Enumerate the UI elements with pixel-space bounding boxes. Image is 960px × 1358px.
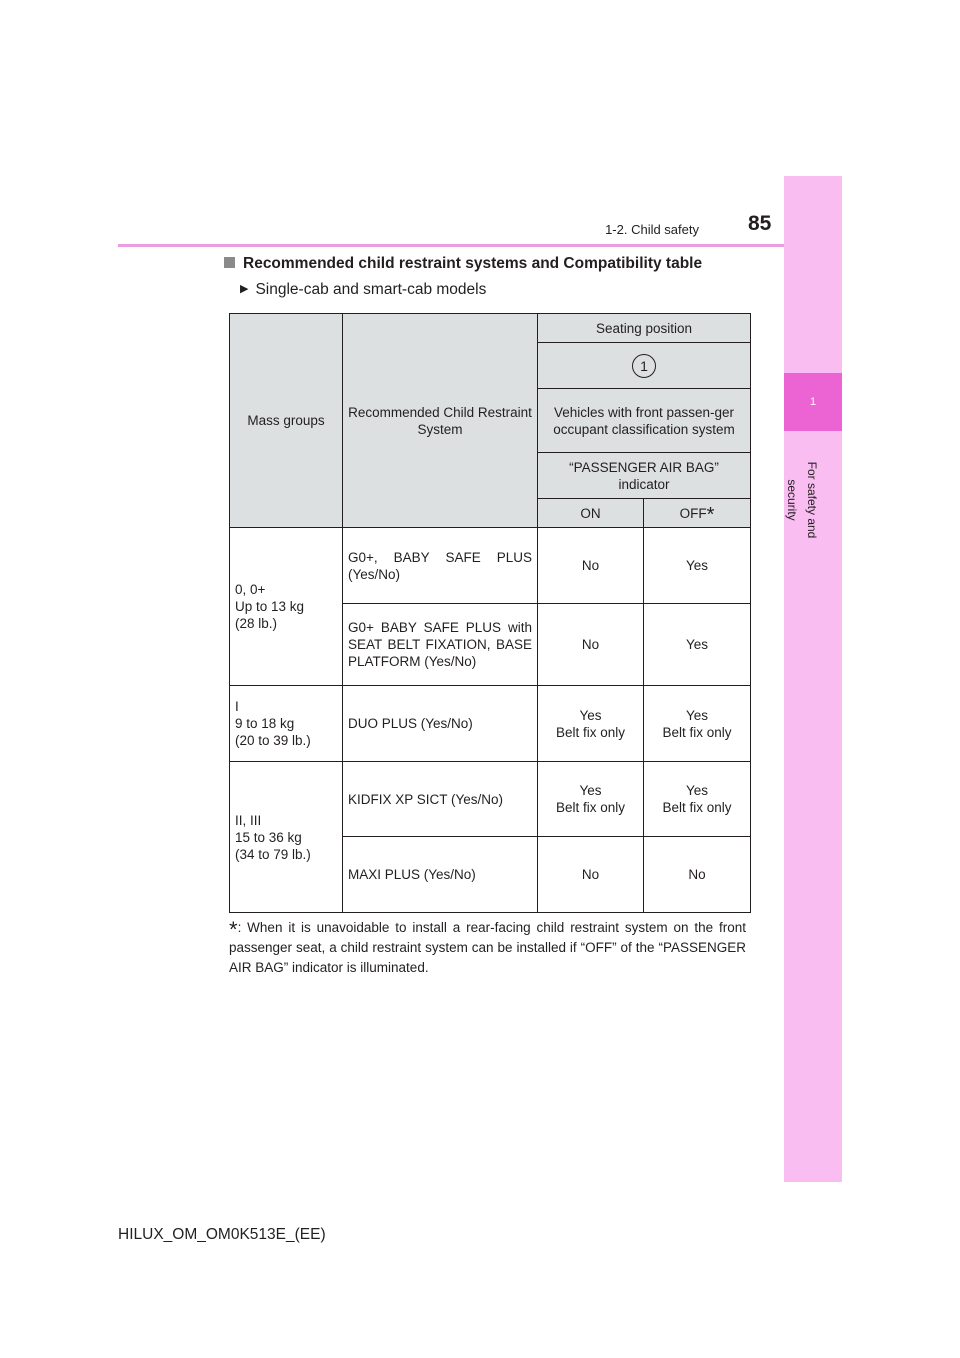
footnote-text: : When it is unavoidable to install a rear-facing child restraint system on the front passenger seat, a child restraint system can be installed if “OFF” of the “PASSENGER AIR BAG” indicator is illuminated.: [229, 920, 746, 975]
on-value: No: [538, 528, 644, 604]
system-cell: G0+ BABY SAFE PLUS with SEAT BELT FIXATION, BASE PLATFORM (Yes/No): [343, 604, 538, 686]
off-value: [644, 762, 751, 837]
group-label-line: (20 to 39 lb.): [235, 733, 311, 748]
table-row: [230, 528, 751, 604]
header-on: ON: [538, 499, 644, 528]
header-recommended-system: Recommended Child Restraint System: [343, 314, 538, 528]
system-cell: G0+, BABY SAFE PLUS (Yes/No): [343, 528, 538, 604]
group-label-line: (34 to 79 lb.): [235, 846, 311, 862]
off-value-line: Yes: [685, 707, 709, 723]
off-value-line: Belt fix only: [662, 800, 732, 815]
system-cell: DUO PLUS (Yes/No): [343, 686, 538, 762]
off-value-line: Yes: [685, 783, 709, 798]
on-value-line: Yes: [579, 707, 602, 723]
off-value: No: [644, 837, 751, 913]
on-value: No: [538, 604, 644, 686]
footnote-mark: *: [706, 503, 715, 526]
table-row: [230, 314, 751, 343]
group-label-line: I: [235, 699, 239, 714]
footnote-star: *: [229, 917, 238, 942]
off-label: OFF: [679, 505, 707, 521]
table-row: [230, 762, 751, 837]
system-cell: KIDFIX XP SICT (Yes/No): [343, 762, 538, 837]
on-value: [538, 762, 644, 837]
mass-group-cell: [230, 762, 343, 913]
heading-text: Recommended child restraint systems and Compatibility table: [243, 255, 703, 272]
group-label-line: 15 to 36 kg: [235, 829, 302, 845]
on-value-line: Yes: [579, 783, 602, 798]
table-row: [230, 686, 751, 762]
footnote: [229, 918, 746, 978]
on-value-line: Belt fix only: [555, 800, 626, 815]
group-label-line: II, III: [235, 812, 262, 828]
off-value: Yes: [644, 604, 751, 686]
group-label-line: Up to 13 kg: [235, 599, 305, 614]
page-number: 85: [748, 212, 772, 235]
header-rule: [118, 244, 784, 247]
group-label-line: (28 lb.): [235, 616, 278, 631]
on-value: [538, 686, 644, 762]
off-value-line: Belt fix only: [662, 724, 732, 740]
on-value-line: Belt fix only: [555, 724, 626, 740]
triangle-bullet-icon: ▶: [240, 283, 249, 295]
document-code: HILUX_OM_OM0K513E_(EE): [118, 1226, 326, 1243]
side-tab: [784, 176, 842, 1182]
header-off: [644, 499, 751, 528]
subheading: [240, 281, 486, 299]
off-value: [644, 686, 751, 762]
off-value: Yes: [644, 528, 751, 604]
header-seating-position: Seating position: [538, 314, 751, 343]
header-vehicle-note: Vehicles with front passen-ger occupant classification system: [538, 389, 751, 453]
subheading-text: Single-cab and smart-cab models: [255, 281, 487, 298]
group-label-line: 0, 0+: [235, 582, 266, 597]
header-position-cell: [538, 343, 751, 389]
header-mass-groups: Mass groups: [230, 314, 343, 528]
section-heading: [224, 255, 702, 273]
chapter-title: For safety and security: [785, 461, 819, 539]
section-title: 1-2. Child safety: [605, 222, 699, 237]
mass-group-cell: [230, 528, 343, 686]
header-indicator: “PASSENGER AIR BAG” indicator: [538, 453, 751, 499]
square-bullet-icon: [224, 257, 235, 268]
chapter-number-tab[interactable]: 1: [784, 373, 842, 431]
on-value: No: [538, 837, 644, 913]
mass-group-cell: [230, 686, 343, 762]
position-number-badge: 1: [632, 354, 656, 378]
group-label-line: 9 to 18 kg: [235, 716, 295, 731]
system-cell: MAXI PLUS (Yes/No): [343, 837, 538, 913]
compatibility-table: [229, 313, 751, 913]
